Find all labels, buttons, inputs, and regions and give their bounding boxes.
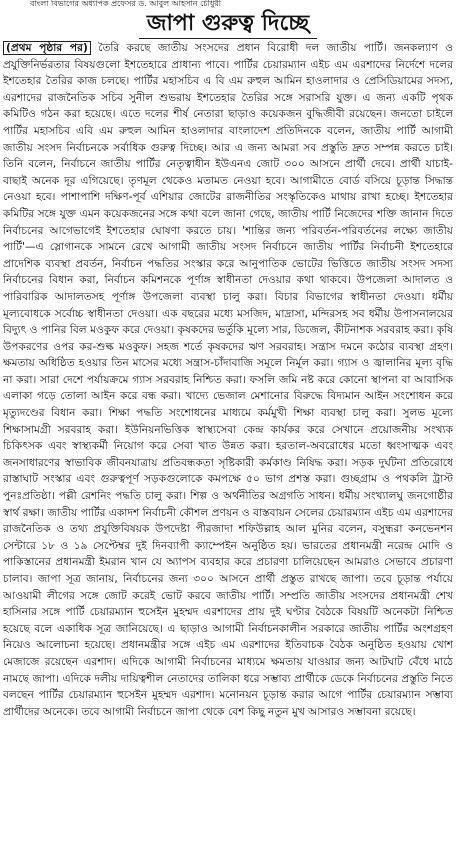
article-text: তৈরি করছে জাতীয় সংসদের প্রধান বিরোধী দল জাতীয় পার্টি। জনকল্যাণ ও প্রযুক্তিনির্ভরতার বিষয়গুলো ইশতেহারে প্রাধান্য পাবে। পার্টির চেয়ারম্যান এইচ এম এরশাদের নির্দেশে দলের ইশতেহার তৈরির কাজ চলছে। পার্টির মহাসচিব এ বি এম রুহুল আমিন হাওলাদার ও প্রেসিডিয়ামের সদস্য, এরশাদের রাজনৈতিক সচিব সুনীল শুভরায় ইশতেহার তৈরির সঙ্গে সরাসরি যুক্ত। এ জন্য একটি পৃথক কমিটিও গঠন করা হয়েছে। এতে দলের শীর্ষ নেতারা ছাড়াও কয়েকজন বুদ্ধিজীবী রয়েছেন। জনতো চাইলে পার্টির মহাসচিব এবি এম রুহুল আমিন হাওলাদার বাংলাদেশ প্রতিদিনকে বলেন, জাতীয় পার্টি আগামী জাতীয় সংসদ নির্বাচনকে সর্বাধিক গুরুত্ব দিচ্ছে। আর এ জন্য আমরা সব প্রস্তুতি দ্রুত সম্পন্ন করতে চাই। তিনি বলেন, নির্বাচনে জাতীয় পার্টির নেতৃত্বাধীন ইউএনএ জোট ৩০০ আসনে প্রার্থী দেবে। প্রার্থী যাচাই-বাছাই অনেক দূর এগিয়েছে। তৃণমূল থেকেও মতামত নেওয়া হবে। আগামীতে বোর্ড বসিয়ে চূড়ান্ত সিদ্ধান্ত নেওয়া হবে। পাশাপাশি দক্ষিণ-পূর্ব এশিয়ার জোটের রাজনীতির সংস্কৃতিকেও মাথায় রাখা হচ্ছে। ইশতেহার কমিটির সঙ্গে যুক্ত এমন কয়েকজনের সঙ্গে কথা বলে জানা গেছে, জাতীয় পার্টি নিজেদের শক্তি জানান দিতে নির্বাচনের আগেভাগেই ইশতেহার ঘোষণা করতে চায়। 'শান্তির জন্য পরিবর্তন-পরিবর্তনের লক্ষ্যে জাতীয় পার্টি'—এ স্লোগানকে সামনে রেখে আগামী জাতীয় সংসদ নির্বাচনে জাতীয় পার্টির নির্বাচনী ইশতেহারে প্রাদেশিক ব্যবস্থা প্রবর্তন, নির্বাচন পদ্ধতির সংস্কার করে আনুপাতিক ভোটের ভিত্তিতে জাতীয় সংসদ সদস্য নির্বাচনের বিধান করা, নির্বাচন কমিশনকে পূর্ণাঙ্গ স্বাধীনতা দেওয়ার কথা থাকবে। উপজেলা আদালত ও পারিবারিক আদালতসহ পূর্ণাঙ্গ উপজেলা ব্যবস্থা চালু করা। বিচার বিভাগের স্বাধীনতা দেওয়া। ধর্মীয় মূল্যবোধকে সর্বোচ্চ স্বাধীনতা দেওয়া। এক বছরের মধ্যে মসজিদ, মাদ্রাসা, মন্দিরসহ সব ধর্মীয় উপাসনালয়ের বিদ্যুৎ ও পানির বিল মওকুফ করে দেওয়া। কৃষকদের ভর্তুকি মূল্যে সার, ডিজেল, কীটনাশক সরবরাহ করা। কৃষি উপকরণের ওপর কর-শুল্ক মওকুফ। সহজ শর্তে কৃষকদের ঋণ সরবরাহ। সন্ত্রাস দমনে কঠোর ব্যবস্থা গ্রহণ। ক্ষমতায় অধিষ্ঠিত হওয়ার তিন মাসের মধ্যে সন্ত্রাস-চাঁদাবাজি সমূলে নির্মূল করা। গ্যাস ও জ্বালানির মূল্য বৃদ্ধি না করা। সারা দেশে পর্যায়ক্রমে গ্যাস সরবরাহ নিশ্চিত করা। ফসলি জমি নষ্ট করে কোনো স্থাপনা বা আবাসিক এলাকা গড়ে তোলা আইন করে বন্ধ করা। খাদ্যে ভেজাল মেশানোর বিরুদ্ধে বিদ্যমান আইন সংশোধন করে মৃত্যুদণ্ডের বিধান করা। শিক্ষা পদ্ধতি সংশোধনের মাধ্যমে কর্মমুখী শিক্ষা ব্যবস্থা চালু করা। সুলভ মূল্যে শিক্ষাসামগ্রী সরবরাহ করা। ইউনিয়নভিত্তিক স্বাস্থ্যসেবা কেন্দ্র কার্যকর করে সেখানে প্রয়োজনীয় সংখ্যক চিকিৎসক এবং স্বাস্থ্যকর্মী নিয়োগ করে সেবা খাত উন্নত করা। হরতাল-অবরোধের মতো ধ্বংসাত্মক এবং জনসাধারণের স্বাভাবিক জীবনযাত্রায় প্রতিবন্ধকতা সৃষ্টিকারী কর্মকাণ্ড নিষিদ্ধ করা। সড়ক দুর্ঘটনা প্রতিরোধে রাস্তাঘাট সংস্কার এবং গুরুত্বপূর্ণ সড়কগুলোকে কমপক্ষে ৫০ ভাগ প্রশস্ত করা। গুচ্ছগ্রাম ও পথকলি ট্রাস্ট পুনঃপ্রতিষ্ঠা। পল্লী রেশনিং পদ্ধতি চালু করা। শিল্প ও অর্থনীতির অগ্রগতি সাধন। ধর্মীয় সংখ্যালঘু জনগোষ্ঠীর স্বার্থ রক্ষা। জাতীয় পার্টির একাদশ নির্বাচনী কৌশল প্রণয়ন ও বাস্তবায়ন সেলের চেয়ারম্যান এইচ এম এরশাদের রাজনৈতিক ও তথ্য প্রযুক্তিবিষয়ক উপদেষ্টা পীরজাদা শফিউল্লাহ আল মুনির বলেন, বসুন্ধরা কনভেনশন সেন্টারে ১৮ ও ১৯ সেপ্টেম্বর দুই দিনব্যাপী ক্যাম্পেইন অনুষ্ঠিত হয়। ভারতের প্রধানমন্ত্রী নরেন্দ্র মোদি ও পাকিস্তানের প্রধানমন্ত্রী ইমরান খান যে অ্যাপস ব্যবহার করে প্রচারণা চালিয়েছেন আমরাও সেভাবে প্রচারণা চালাব। জাপা সূত্র জানায়, নির্বাচনের জন্য ৩০০ আসনে প্রার্থী প্রস্তুত রাখছে জাপা। তবে চূড়ান্ত পর্যায়ে আওয়ামী লীগের সঙ্গে জোট করেই ভোট করবে জাতীয় পার্টি। সম্প্রতি জাতীয় সংসদের প্রধানমন্ত্রী শেখ হাসিনার সঙ্গে পার্টি চেয়ারম্যান হুসেইন মুহম্মদ এরশাদের প্রায় দুই ঘণ্টার বৈঠকে বিষয়টি অনেকটা নিশ্চিত হয়েছে বলে একাধিক সূত্র জানিয়েছে। এ ছাড়াও আগামী নির্বাচনকালীন সরকারে জাতীয় পার্টির অংশগ্রহণ নিয়েও আলোচনা হয়েছে। প্রধানমন্ত্রীর সঙ্গে এইচ এম এরশাদের ইতিবাচক বৈঠক অনুষ্ঠিত হওয়ায় খোশ মেজাজে রয়েছেন এরশাদ। এদিকে আগামী নির্বাচনের মাধ্যমে ক্ষমতায় যাওয়ার জন্য আটঘাট বেঁধে মাঠে নামছে জাপা। এদিকে দলীয় দায়িত্বশীল নেতাদের তালিকা ধরে সম্ভাব্য প্রার্থীকে ডেকে নির্বাচনের প্রস্তুতি নিতে বলছেন পার্টির চেয়ারম্যান হুসেইন মুহম্মদ এরশাদ। মনোনয়ন চূড়ান্ত করার আগে পার্টির চেয়ারম্যান সম্ভাব্য প্রার্থীদের অনেকে। তবে আগামী নির্বাচনে জাপা থেকে বেশ কিছু নতুন মুখ আসারও সম্ভাবনা রয়েছে। — [3, 42, 453, 718]
headline: জাপা গুরুত্ব দিচ্ছে — [139, 10, 317, 39]
article-body — [3, 40, 453, 842]
continuation-tag: (প্রথম পৃষ্ঠার পর) — [3, 41, 91, 55]
top-cutoff-text: বাংলা বিভাগের অধ্যাপক প্রফেসর ড. আবুল আহসান চৌধুরী — [30, 0, 222, 8]
headline-container — [0, 10, 456, 40]
article-paragraph — [3, 40, 453, 720]
